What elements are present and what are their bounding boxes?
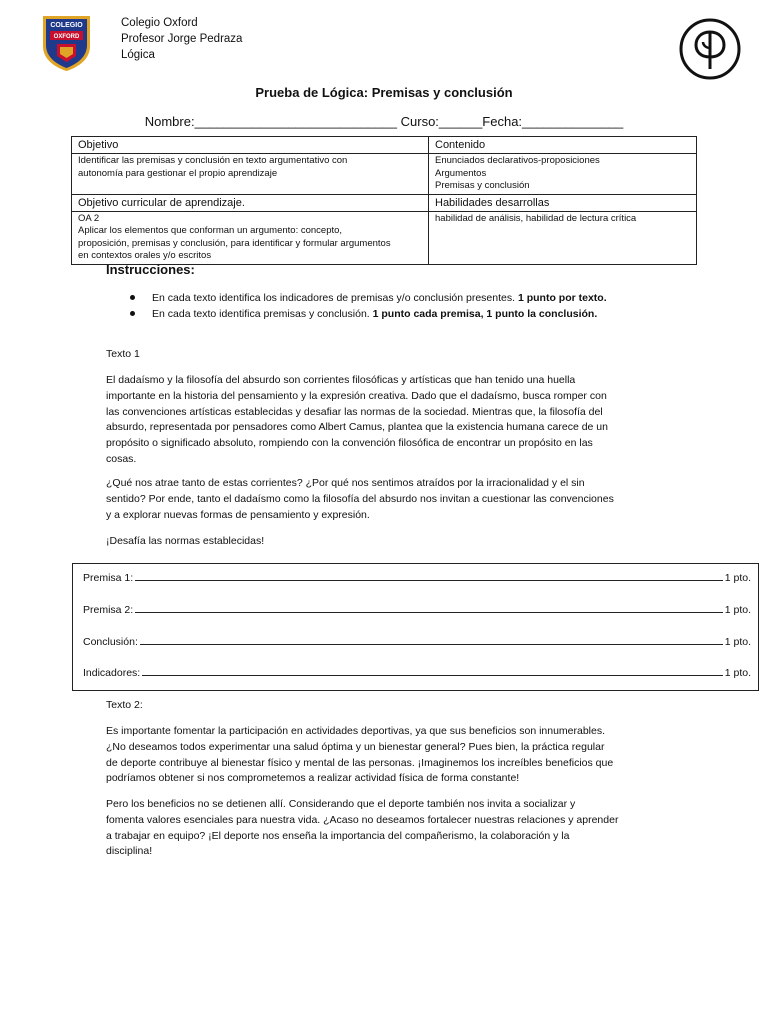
crest-text-top: COLEGIO	[50, 22, 83, 29]
school-name: Colegio Oxford	[121, 17, 198, 29]
answer-points: 1 pto.	[724, 667, 751, 679]
answer-box	[72, 563, 759, 691]
answer-row-premisa-1[interactable]	[83, 570, 751, 584]
text-line: importante en la historia del pensamiento y la expresión creativa. Dado que el dadaísmo, busca romper con	[106, 389, 607, 402]
text-line: disciplina!	[106, 845, 153, 858]
text-line: cosas.	[106, 452, 137, 465]
oa-line: en contextos orales y/o escritos	[78, 250, 212, 261]
text-line: a trabajar en equipo? ¡El deporte nos enseña la importancia del compañerismo, la colaboración y la	[106, 829, 570, 842]
texto2-paragraph-2	[106, 797, 666, 860]
text-line: las convenciones artísticas establecidas y desafiar las normas de la sociedad. Mientras que, la filosofía del	[106, 405, 603, 418]
instruction-item	[128, 290, 607, 306]
answer-label: Premisa 2:	[83, 604, 134, 616]
objectives-table	[71, 136, 697, 265]
instruction-points: 1 punto cada premisa, 1 punto la conclusión.	[372, 308, 598, 320]
instruction-text: En cada texto identifica los indicadores de premisas y/o conclusión presentes.	[152, 292, 518, 304]
answer-blank[interactable]	[135, 612, 723, 613]
content-line: Premisas y conclusión	[435, 180, 530, 191]
text-line: y a explorar nuevas formas de pensamiento y expresión.	[106, 508, 370, 521]
oa-line: Aplicar los elementos que conforman un argumento: concepto,	[78, 225, 343, 236]
instructions-title: Instrucciones:	[106, 262, 195, 277]
oa-line: OA 2	[78, 212, 100, 224]
document-title: Prueba de Lógica: Premisas y conclusión	[255, 85, 513, 100]
texto1-paragraph-1	[106, 373, 666, 468]
texto1-paragraph-2	[106, 476, 666, 523]
objective-cell	[72, 154, 429, 195]
subject-name: Lógica	[121, 49, 155, 61]
school-info	[121, 15, 242, 63]
instruction-points: 1 punto por texto.	[517, 292, 607, 304]
answer-label: Indicadores:	[83, 667, 141, 679]
objective-header: Objetivo	[72, 137, 429, 154]
content-header: Contenido	[429, 137, 697, 154]
answer-blank[interactable]	[135, 580, 723, 581]
texto2-label: Texto 2:	[106, 699, 143, 711]
objective-line: autonomía para gestionar el propio aprendizaje	[78, 167, 278, 179]
content-line: Enunciados declarativos-proposiciones	[435, 155, 600, 166]
answer-label: Conclusión:	[83, 636, 138, 648]
skills-cell: habilidad de análisis, habilidad de lectura crítica	[429, 211, 697, 264]
skills-header: Habilidades desarrollas	[429, 194, 697, 211]
text-line: ¡Desafía las normas establecidas!	[106, 535, 265, 547]
teacher-name: Profesor Jorge Pedraza	[121, 33, 243, 45]
curricular-objective-header: Objetivo curricular de aprendizaje.	[72, 194, 429, 211]
text-line: sentido? Por ende, tanto el dadaísmo como la filosofía del absurdo nos invitan a cuestionar las convenciones	[106, 492, 614, 505]
answer-points: 1 pto.	[724, 572, 751, 584]
curricular-objective-cell	[72, 211, 429, 264]
answer-row-conclusion[interactable]	[83, 634, 751, 648]
objective-line: Identificar las premisas y conclusión en texto argumentativo con	[78, 155, 348, 166]
texto1-label: Texto 1	[106, 348, 140, 360]
instruction-text: En cada texto identifica premisas y conclusión.	[152, 308, 373, 320]
content-line: Argumentos	[435, 167, 487, 179]
text-line: fomenta valores esenciales para nuestra vida. ¿Acaso no deseamos fortalecer nuestras relaciones y aprender	[106, 813, 619, 826]
text-line: Pero los beneficios no se detienen allí. Considerando que el deporte también nos invita a socializar y	[106, 798, 576, 810]
answer-blank[interactable]	[140, 644, 723, 645]
answer-blank[interactable]	[142, 675, 723, 676]
brand-mark-icon	[679, 18, 741, 80]
texto2-paragraph-1	[106, 724, 666, 787]
text-line: ¿No deseamos todos experimentar una salud óptima y un bienestar general? Pues bien, la práctica regular	[106, 740, 605, 753]
content-cell	[429, 154, 697, 195]
answer-label: Premisa 1:	[83, 572, 134, 584]
text-line: absurdo, representada por pensadores como Albert Camus, plantea que la existencia humana carece de un	[106, 421, 608, 434]
instruction-item	[128, 306, 607, 322]
answer-row-indicadores[interactable]	[83, 665, 751, 679]
text-line: ¿Qué nos atrae tanto de estas corrientes? ¿Por qué nos sentimos atraídos por la irracionalidad y el sin	[106, 477, 585, 489]
school-crest-logo	[41, 14, 92, 72]
crest-text-bottom: OXFORD	[53, 34, 80, 40]
answer-row-premisa-2[interactable]	[83, 602, 751, 616]
text-line: El dadaísmo y la filosofía del absurdo son corrientes filosóficas y artísticas que han tenido una huella	[106, 374, 576, 386]
text-line: de deporte contribuye al bienestar físico y mental de las personas. ¡Imaginemos los increíbles beneficios que	[106, 756, 614, 769]
text-line: podríamos obtener si nos comprometemos a realizar actividad física de forma constante!	[106, 772, 520, 785]
oa-line: proposición, premisas y conclusión, para identificar y formular argumentos	[78, 237, 391, 249]
answer-points: 1 pto.	[724, 604, 751, 616]
text-line: Es importante fomentar la participación en actividades deportivas, ya que sus beneficios son innumerables.	[106, 725, 606, 737]
text-line: propósito o significado absoluto, rompiendo con la convención filosófica de encontrar un propósito en las	[106, 437, 593, 450]
answer-points: 1 pto.	[724, 636, 751, 648]
texto1-paragraph-3	[106, 534, 666, 550]
instructions-list	[128, 290, 607, 322]
student-info-line[interactable]: Nombre:____________________________ Curso:______Fecha:______________	[144, 114, 624, 129]
